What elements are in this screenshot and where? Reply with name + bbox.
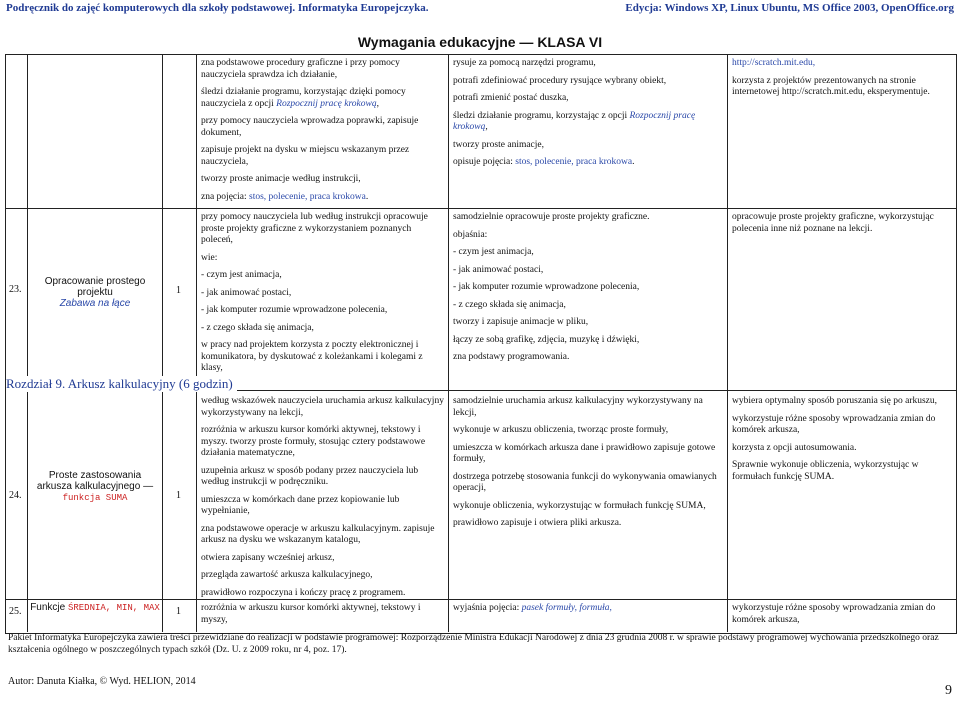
lesson-hours: 1 [176, 490, 181, 501]
lesson-hours: 1 [176, 285, 181, 296]
row24-rozszerzone: wybiera optymalny sposób poruszania się po arkuszu, wykorzystuje różne sposoby wprowadzania zmian do komórek arkusza, korzysta z opcji autosumowania. Sprawnie wykonuje obliczenia, wykorzystując w formułach funkcję SUMA. [732, 396, 937, 482]
row25-podstawowe: wyjaśnia pojęcia: pasek formuły, formuła, [453, 603, 612, 613]
row23-konieczne: przy pomocy nauczyciela lub według instrukcji opracowuje proste projekty graficzne z wykorzystaniem poznanych poleceń, wie: - czym jest animacja, - jak animować postaci, - jak komputer rozumie wprowadzone polecenia, - z czego składa się animacja, w pracy nad projektem korzysta z poczty elektronicznej i komunikatora, by dyskutować z koleżankami i kolegami z klasy, [201, 212, 428, 373]
row24-podstawowe: samodzielnie uruchamia arkusz kalkulacyjny wykorzystywany na lekcji, wykonuje w arkuszu obliczenia, tworząc proste formuły, umieszcza w komórkach arkusza dane i prawidłowo zapisuje gotowe formuły, dostrzega potrzebę stosowania funkcji do wykonywania omawianych operacji, wykonuje obliczenia, wykorzystując w formułach funkcję SUMA, prawidłowo zapisuje i otwiera pliki arkusza. [453, 396, 717, 528]
lesson-topic: Proste zastosowania arkusza kalkulacyjnego — funkcja SUMA [36, 470, 154, 503]
row25-konieczne: rozróżnia w arkuszu kursor komórki aktywnej, tekstowy i myszy, [201, 603, 421, 625]
prev-podstawowe: rysuje za pomocą narzędzi programu, potrafi zdefiniować procedury rysujące wybrany obiekt, potrafi zmienić postać duszka, śledzi działanie programu, korzystając z opcji Rozpocznij pracę krokową, tworzy proste animacje, opisuje pojęcia: stos, polecenie, praca krokowa. [453, 58, 696, 167]
author-credit: Autor: Danuta Kiałka, © Wyd. HELION, 2014 [8, 676, 196, 687]
column-divider [196, 54, 197, 632]
row-divider [5, 208, 956, 209]
row-number: 24. [9, 490, 22, 501]
row24-konieczne: według wskazówek nauczyciela uruchamia arkusz kalkulacyjny wykorzystywany na lekcji, rozróżnia w arkuszu kursor komórki aktywnej, tekstowy i myszy. tworzy proste formuły, stosując cztery podstawowe działania matematyczne, uzupełnia arkusz w sposób podany przez nauczyciela lub według instrukcji w podręczniku. umieszcza w komórkach dane przez kopiowanie lub wypełnianie, zna podstawowe operacje w arkuszu kalkulacyjnym. zapisuje arkusz na dysku we wskazanym katalogu, otwiera zapisany wcześniej arkusz, przegląda zawartość arkusza kalkulacyjnego, prawidłowo rozpoczyna i kończy pracę z programem. [201, 396, 444, 598]
lesson-hours: 1 [176, 606, 181, 617]
column-divider [448, 54, 449, 632]
column-divider [727, 54, 728, 632]
column-divider [27, 54, 28, 632]
section-heading: Rozdział 9. Arkusz kalkulacyjny (6 godzin) [6, 376, 237, 392]
column-divider [162, 54, 163, 632]
row25-rozszerzone: wykorzystuje różne sposoby wprowadzania zmian do komórek arkusza, [732, 603, 936, 625]
scratch-link[interactable]: http://scratch.mit.edu, [732, 58, 816, 68]
footer-note: Pakiet Informatyka Europejczyka zawiera treści przewidziane do realizacji w podstawie programowej: Rozporządzenie Ministra Edukacji Narodowej z dnia 23 grudnia 2008 r. w sprawie podstawy programowej wychowania przedszkolnego oraz kształcenia ogólnego w poszczególnych typach szkół (Dz. U. z 2009 roku, nr 4, poz. 17). [8, 633, 939, 655]
row-number: 25. [9, 606, 22, 617]
lesson-topic: Funkcje ŚREDNIA, MIN, MAX [30, 602, 160, 613]
header-left: Podręcznik do zajęć komputerowych dla szkoły podstawowej. Informatyka Europejczyka. [6, 2, 429, 14]
page-title: Wymagania edukacyjne — KLASA VI [357, 34, 603, 50]
lesson-topic: Opracowanie prostego projektu Zabawa na łące [44, 276, 146, 309]
row-number: 23. [9, 284, 22, 295]
row-divider [5, 599, 956, 600]
header-right: Edycja: Windows XP, Linux Ubuntu, MS Office 2003, OpenOffice.org [625, 2, 954, 14]
row23-podstawowe: samodzielnie opracowuje proste projekty graficzne. objaśnia: - czym jest animacja, - jak animować postaci, - jak komputer rozumie wprowadzone polecenia, - z czego składa się animacja, tworzy i zapisuje animacje w pliku, łączy ze sobą grafikę, zdjęcia, muzykę i dźwięki, zna podstawy programowania. [453, 212, 650, 362]
row23-rozszerzone: opracowuje proste projekty graficzne, wykorzystując polecenia inne niż poznane na lekcji. [732, 212, 934, 234]
prev-rozszerzone: http://scratch.mit.edu, korzysta z projektów prezentowanych na stronie internetowej http://scratch.mit.edu, eksperymentuje. [732, 58, 954, 105]
prev-konieczne: zna podstawowe procedury graficzne i przy pomocy nauczyciela sprawdza ich działanie, śledzi działanie programu, korzystając dzięki pomocy nauczyciela z opcji Rozpocznij pracę krokową, przy pomocy nauczyciela wprowadza poprawki, zapisuje dokument, zapisuje projekt na dysku w miejscu wskazanym przez nauczyciela, tworzy proste animacje według instrukcji, zna pojęcia: stos, polecenie, praca krokowa. [201, 58, 419, 202]
page-number: 9 [945, 683, 952, 698]
